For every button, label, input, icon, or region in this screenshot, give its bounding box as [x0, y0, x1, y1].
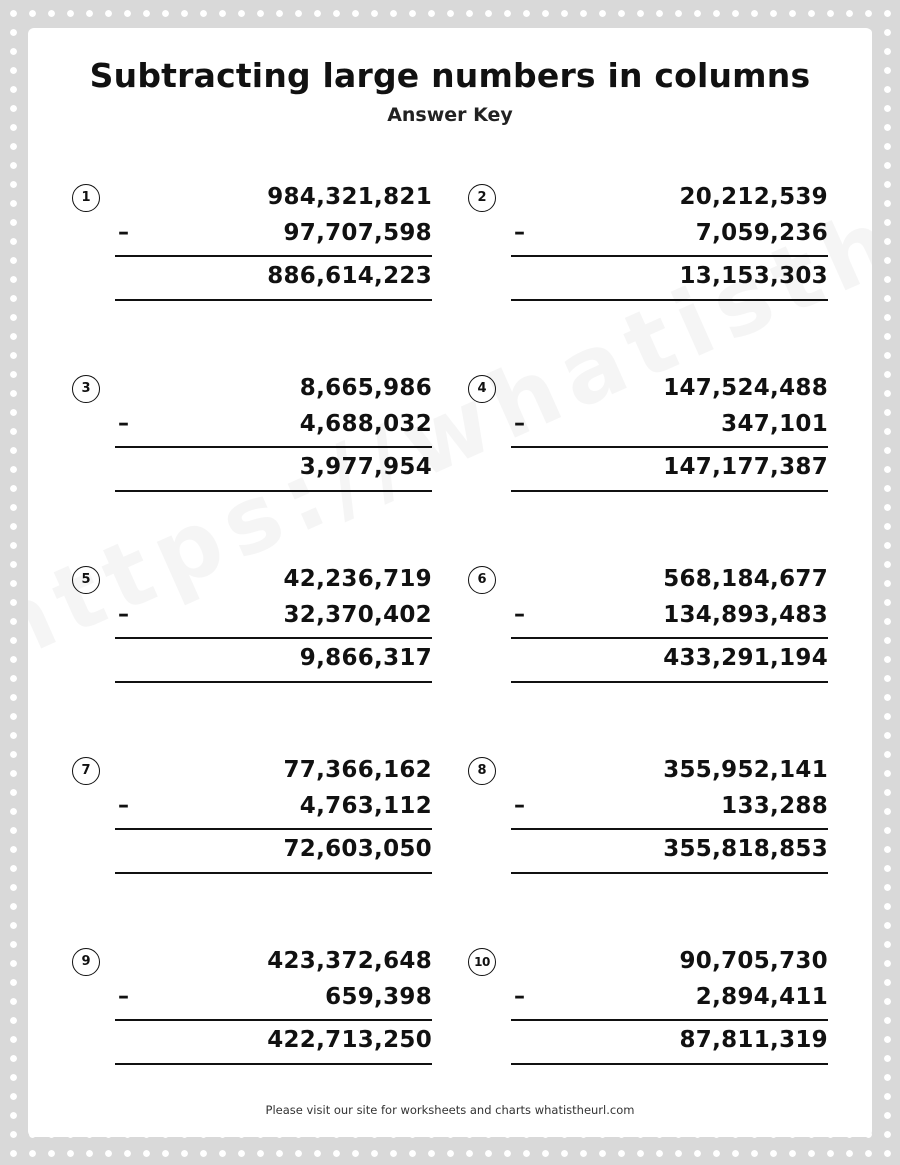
- problem-number: 1: [72, 184, 100, 212]
- problem-number: 9: [72, 948, 100, 976]
- minuend: 8,665,986: [299, 375, 432, 401]
- minuend: 20,212,539: [679, 184, 828, 210]
- answer: 147,177,387: [663, 454, 828, 480]
- minuend: 147,524,488: [663, 375, 828, 401]
- answer: 355,818,853: [663, 836, 828, 862]
- subtrahend: 32,370,402: [283, 602, 432, 628]
- problem-number: 7: [72, 757, 100, 785]
- problem-5: [72, 566, 432, 686]
- answer: 3,977,954: [299, 454, 432, 480]
- page-subtitle: Answer Key: [387, 104, 513, 126]
- subtrahend: 97,707,598: [283, 220, 432, 246]
- problem-3: [72, 375, 432, 495]
- answer: 886,614,223: [267, 263, 432, 289]
- rule-line: [511, 299, 828, 301]
- minus-sign: –: [514, 602, 525, 627]
- rule-line: [115, 255, 432, 257]
- minuend: 42,236,719: [283, 566, 432, 592]
- problem-number: 8: [468, 757, 496, 785]
- subtrahend: 659,398: [325, 984, 432, 1010]
- minuend: 984,321,821: [267, 184, 432, 210]
- rule-line: [511, 1063, 828, 1065]
- problem-number: 2: [468, 184, 496, 212]
- rule-line: [511, 490, 828, 492]
- problem-8: [468, 757, 828, 877]
- answer: 13,153,303: [679, 263, 828, 289]
- problem-number: 6: [468, 566, 496, 594]
- rule-line: [511, 637, 828, 639]
- problem-1: [72, 184, 432, 304]
- subtrahend: 4,763,112: [299, 793, 432, 819]
- problem-2: [468, 184, 828, 304]
- rule-line: [115, 872, 432, 874]
- rule-line: [115, 1019, 432, 1021]
- minus-sign: –: [118, 602, 129, 627]
- problem-9: [72, 948, 432, 1068]
- minus-sign: –: [118, 411, 129, 436]
- rule-line: [511, 446, 828, 448]
- problem-number: 10: [468, 948, 496, 976]
- problem-6: [468, 566, 828, 686]
- problem-4: [468, 375, 828, 495]
- rule-line: [115, 637, 432, 639]
- rule-line: [511, 255, 828, 257]
- answer: 72,603,050: [283, 836, 432, 862]
- problem-10: [468, 948, 828, 1068]
- subtrahend: 134,893,483: [663, 602, 828, 628]
- rule-line: [511, 828, 828, 830]
- rule-line: [511, 1019, 828, 1021]
- problem-number: 4: [468, 375, 496, 403]
- minuend: 90,705,730: [679, 948, 828, 974]
- minus-sign: –: [514, 984, 525, 1009]
- rule-line: [115, 828, 432, 830]
- problem-number: 5: [72, 566, 100, 594]
- rule-line: [511, 872, 828, 874]
- subtrahend: 2,894,411: [695, 984, 828, 1010]
- subtrahend: 7,059,236: [695, 220, 828, 246]
- answer: 9,866,317: [299, 645, 432, 671]
- subtrahend: 347,101: [721, 411, 828, 437]
- problem-number: 3: [72, 375, 100, 403]
- minuend: 77,366,162: [283, 757, 432, 783]
- problem-7: [72, 757, 432, 877]
- minuend: 423,372,648: [267, 948, 432, 974]
- minus-sign: –: [514, 411, 525, 436]
- subtrahend: 133,288: [721, 793, 828, 819]
- rule-line: [511, 681, 828, 683]
- worksheet-page: [28, 28, 872, 1137]
- footer-text: Please visit our site for worksheets and charts whatistheurl.com: [265, 1103, 635, 1117]
- minus-sign: –: [514, 793, 525, 818]
- rule-line: [115, 446, 432, 448]
- answer: 422,713,250: [267, 1027, 432, 1053]
- subtrahend: 4,688,032: [299, 411, 432, 437]
- minus-sign: –: [118, 984, 129, 1009]
- answer: 87,811,319: [679, 1027, 828, 1053]
- answer: 433,291,194: [663, 645, 828, 671]
- minuend: 568,184,677: [663, 566, 828, 592]
- minus-sign: –: [118, 220, 129, 245]
- minus-sign: –: [118, 793, 129, 818]
- rule-line: [115, 1063, 432, 1065]
- rule-line: [115, 490, 432, 492]
- minus-sign: –: [514, 220, 525, 245]
- rule-line: [115, 299, 432, 301]
- minuend: 355,952,141: [663, 757, 828, 783]
- rule-line: [115, 681, 432, 683]
- page-title: Subtracting large numbers in columns: [89, 56, 811, 95]
